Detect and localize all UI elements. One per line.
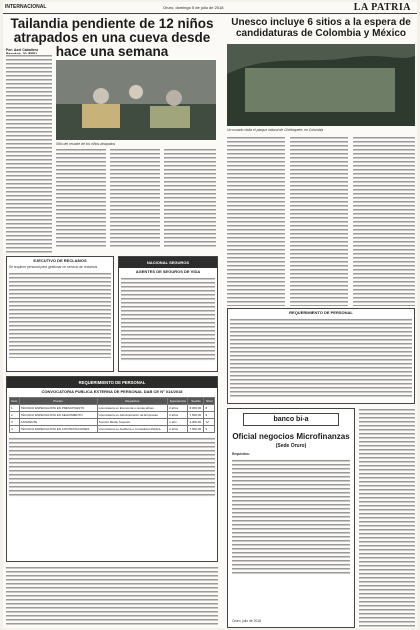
bank-subtitle: (Sede Oruro) — [275, 443, 307, 449]
table-row — [10, 426, 215, 433]
notice-intro: Se requiere personal para gestionar un servicio de reclamos — [9, 265, 98, 269]
insurance-logo: NACIONAL SEGUROS — [119, 257, 217, 268]
right-column-text — [359, 408, 415, 628]
table-cell: 2 — [10, 412, 20, 419]
bank-logo: banco bi-a — [243, 413, 339, 426]
table-cell: 9 — [204, 426, 215, 433]
bottom-notice — [6, 566, 218, 626]
unesco-photo-art — [227, 44, 415, 126]
unesco-photo — [227, 44, 415, 126]
table-cell: 1 — [10, 405, 20, 412]
job-call-box — [6, 376, 218, 562]
insurance-box — [118, 256, 218, 372]
unesco-column-1 — [227, 136, 285, 306]
table-header: Puesto — [19, 398, 97, 405]
job-call-table-header — [10, 398, 215, 405]
bank-title: Oficial negocios Microfinanzas — [232, 432, 350, 441]
table-cell: Licenciatura en Economía o ramas afines — [97, 405, 168, 412]
byline: Por: Axel Caballero — [6, 48, 39, 52]
table-row — [10, 412, 215, 419]
job-call-table-wrap — [7, 395, 217, 435]
unesco-caption: Un usuario visita el parque natural de Chiribiquete, en Colombia — [227, 128, 324, 132]
side-headline: Unesco incluye 6 sitios a la espera de candidaturas de Colombia y México — [231, 17, 411, 39]
table-cell: 8.000,00 — [188, 405, 204, 412]
table-cell: ASISTENTE — [19, 419, 97, 426]
table-cell: 2 años — [168, 405, 188, 412]
table-header: Experiencia — [168, 398, 188, 405]
table-cell: TÉCNICO ESPECIALISTA EN CONTRATACIONES — [19, 426, 97, 433]
insurance-title: AGENTES DE SEGUROS DE VIDA — [135, 269, 201, 274]
table-header: Requisitos — [97, 398, 168, 405]
job-call-body — [9, 437, 215, 497]
insurance-body — [121, 277, 215, 361]
article-column-5 — [56, 148, 106, 248]
bank-ad — [227, 408, 355, 628]
table-cell: TÉCNICO ESPECIALISTA EN PRESUPUESTO — [19, 405, 97, 412]
table-cell: 8 — [204, 405, 215, 412]
table-cell: Licenciatura en Auditoría o Contaduría Pública — [97, 426, 168, 433]
table-cell: TÉCNICO ESPECIALISTA EN SEGUIMIENTO — [19, 412, 97, 419]
table-row — [10, 419, 215, 426]
job-call-subtitle: CONVOCATORIA PUBLICA EXTERNA DE PERSONAL DAB CE N° 014/2018 — [41, 389, 183, 394]
table-cell: 2 años — [168, 412, 188, 419]
notice-box — [6, 256, 114, 372]
masthead: LA PATRIA — [353, 2, 411, 13]
bank-footer: Oruro, julio de 2018 — [232, 618, 261, 623]
table-cell: 12 — [204, 419, 215, 426]
table-cell: 9 — [204, 412, 215, 419]
page-header — [3, 2, 417, 14]
table-cell: Técnico Medio Superior — [97, 419, 168, 426]
table-cell: 3 — [10, 419, 20, 426]
table-cell: 2 años — [168, 426, 188, 433]
bank-requirements-title: Requisitos: — [232, 452, 250, 456]
rescue-photo — [56, 60, 216, 140]
issue-date: Oruro, domingo 5 de julio de 2018 — [163, 5, 224, 10]
table-header: Sueldo — [188, 398, 204, 405]
table-cell: 4 — [10, 426, 20, 433]
requirement-body — [230, 318, 412, 398]
newspaper-page — [3, 2, 417, 628]
requirement-box — [227, 308, 415, 404]
section-label: INTERNACIONAL — [5, 4, 47, 10]
table-row — [10, 405, 215, 412]
rescue-photo-art — [56, 60, 216, 140]
unesco-column-2 — [290, 136, 348, 306]
table-header: Item — [11, 399, 18, 403]
table-cell: 7.500,00 — [188, 412, 204, 419]
unesco-column-3 — [353, 136, 415, 306]
bank-body — [232, 459, 350, 575]
table-header: Nivel — [205, 399, 213, 403]
table-cell: 1 año — [168, 419, 188, 426]
notice-title: EJECUTIVO DE RECLAMOS — [33, 258, 87, 263]
job-call-title: REQUERIMIENTO DE PERSONAL — [7, 377, 217, 388]
article-column-7 — [164, 148, 216, 248]
main-headline: Tailandia pendiente de 12 niños atrapados en una cueva desde hace una semana — [10, 16, 214, 59]
table-cell: 4.000,00 — [188, 419, 204, 426]
article-column-1 — [6, 54, 52, 254]
job-call-table — [9, 397, 215, 433]
photo-caption: Sitio del rescate de los niños atrapados — [56, 142, 116, 146]
table-cell: 7.500,00 — [188, 426, 204, 433]
table-cell: Licenciatura en Administración de Empresas — [97, 412, 168, 419]
article-column-6 — [110, 148, 160, 248]
requirement-title: REQUERIMIENTO DE PERSONAL — [289, 310, 353, 315]
notice-body — [9, 272, 111, 358]
